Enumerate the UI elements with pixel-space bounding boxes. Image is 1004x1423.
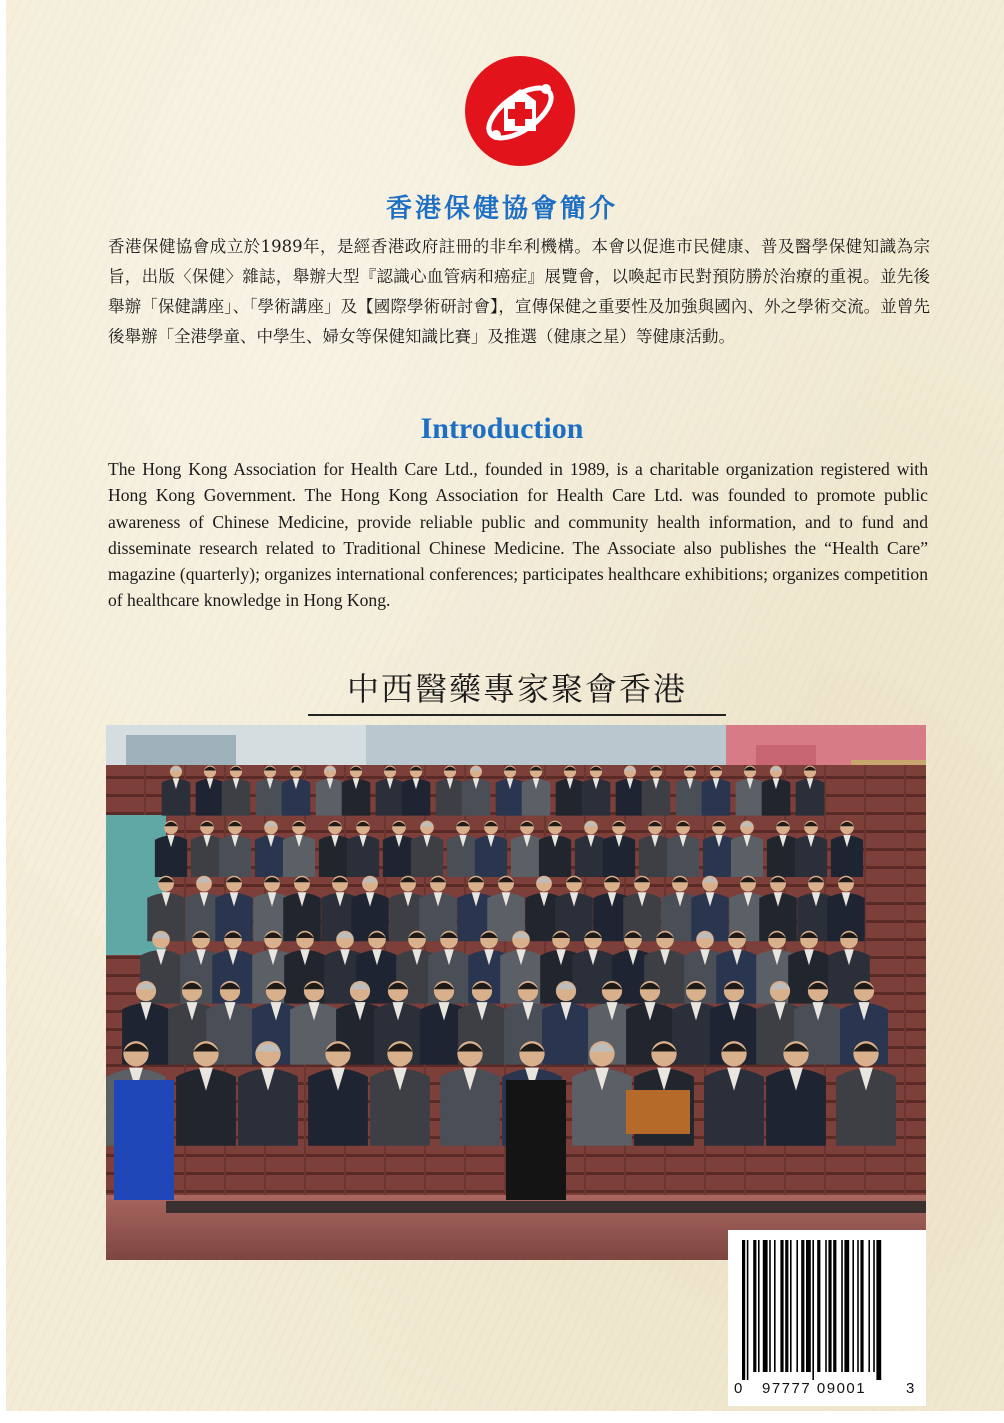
group-photo: [106, 725, 926, 1260]
barcode-bar: [825, 1240, 827, 1372]
photo-caption: 中西醫藥專家聚會香港: [308, 664, 726, 716]
barcode-bar: [753, 1240, 756, 1372]
barcode-bar: [758, 1240, 760, 1372]
barcode-bar: [873, 1240, 875, 1372]
barcode-bar: [763, 1240, 768, 1372]
barcode-bar: [852, 1240, 854, 1372]
chinese-intro-title: 香港保健協會簡介: [385, 194, 618, 224]
barcode-bar: [860, 1240, 863, 1372]
english-intro-body: The Hong Kong Association for Health Care Ltd., founded in 1989, is a charitable organization registered with Hong Kong Government. The Hong Kong Association for Health Care Ltd. was founded to promote public awareness of Chinese Medicine, provide reliable public and community health information, and to fund and disseminate research related to Traditional Chinese Medicine. The Associate also publishes the “Health Care” magazine (quarterly); organizes international conferences; participates healthcare exhibitions; organizes competition of healthcare knowledge in Hong Kong.: [108, 459, 928, 611]
barcode-bar: [844, 1240, 849, 1372]
english-intro-title: Introduction: [420, 412, 584, 445]
barcode-bar: [796, 1240, 798, 1372]
barcode-bar: [833, 1240, 836, 1372]
scan-edge-bottom: [0, 1411, 1004, 1423]
front-row-figure: [506, 1080, 566, 1200]
barcode-bar: [801, 1240, 804, 1372]
barcode-bar: [780, 1240, 783, 1372]
barcode-bar: [742, 1240, 745, 1380]
barcode-bar: [876, 1240, 881, 1380]
front-row-figure: [114, 1080, 174, 1200]
barcode-bar: [857, 1240, 859, 1372]
barcode-bar: [747, 1240, 749, 1380]
barcode-bar: [806, 1240, 811, 1372]
barcode-bar: [790, 1240, 792, 1372]
barcode-bar: [774, 1240, 776, 1372]
briefcase: [626, 1090, 690, 1134]
barcode-bar: [841, 1240, 843, 1372]
barcode-digits: 97777 09001: [762, 1380, 867, 1397]
barcode-bar: [812, 1240, 814, 1380]
barcode-first-digit: 0: [734, 1380, 743, 1397]
barcode-bar: [769, 1240, 771, 1372]
hkahc-logo-icon: [464, 55, 576, 167]
barcode-bar: [868, 1240, 870, 1372]
barcode-bar: [785, 1240, 788, 1372]
barcode-bar: [828, 1240, 831, 1372]
barcode-check-digit: 3: [906, 1380, 915, 1397]
chinese-intro-body: 香港保健協會成立於1989年，是經香港政府註冊的非牟利機構。本會以促進市民健康、普及醫學保健知識為宗旨，出版〈保健〉雜誌，舉辦大型『認識心血管病和癌症』展覽會，以喚起市民對預防勝於治療的重視。並先後舉辦「保健講座」、「學術講座」及【國際學術研討會】，宣傳保健之重要性及加強與國內、外之學術交流。並曾先後舉辦「全港學童、中學生、婦女等保健知識比賽」及推選（健康之星）等健康活動。: [108, 237, 930, 346]
barcode-bar: [817, 1240, 820, 1372]
barcode: [728, 1230, 926, 1406]
